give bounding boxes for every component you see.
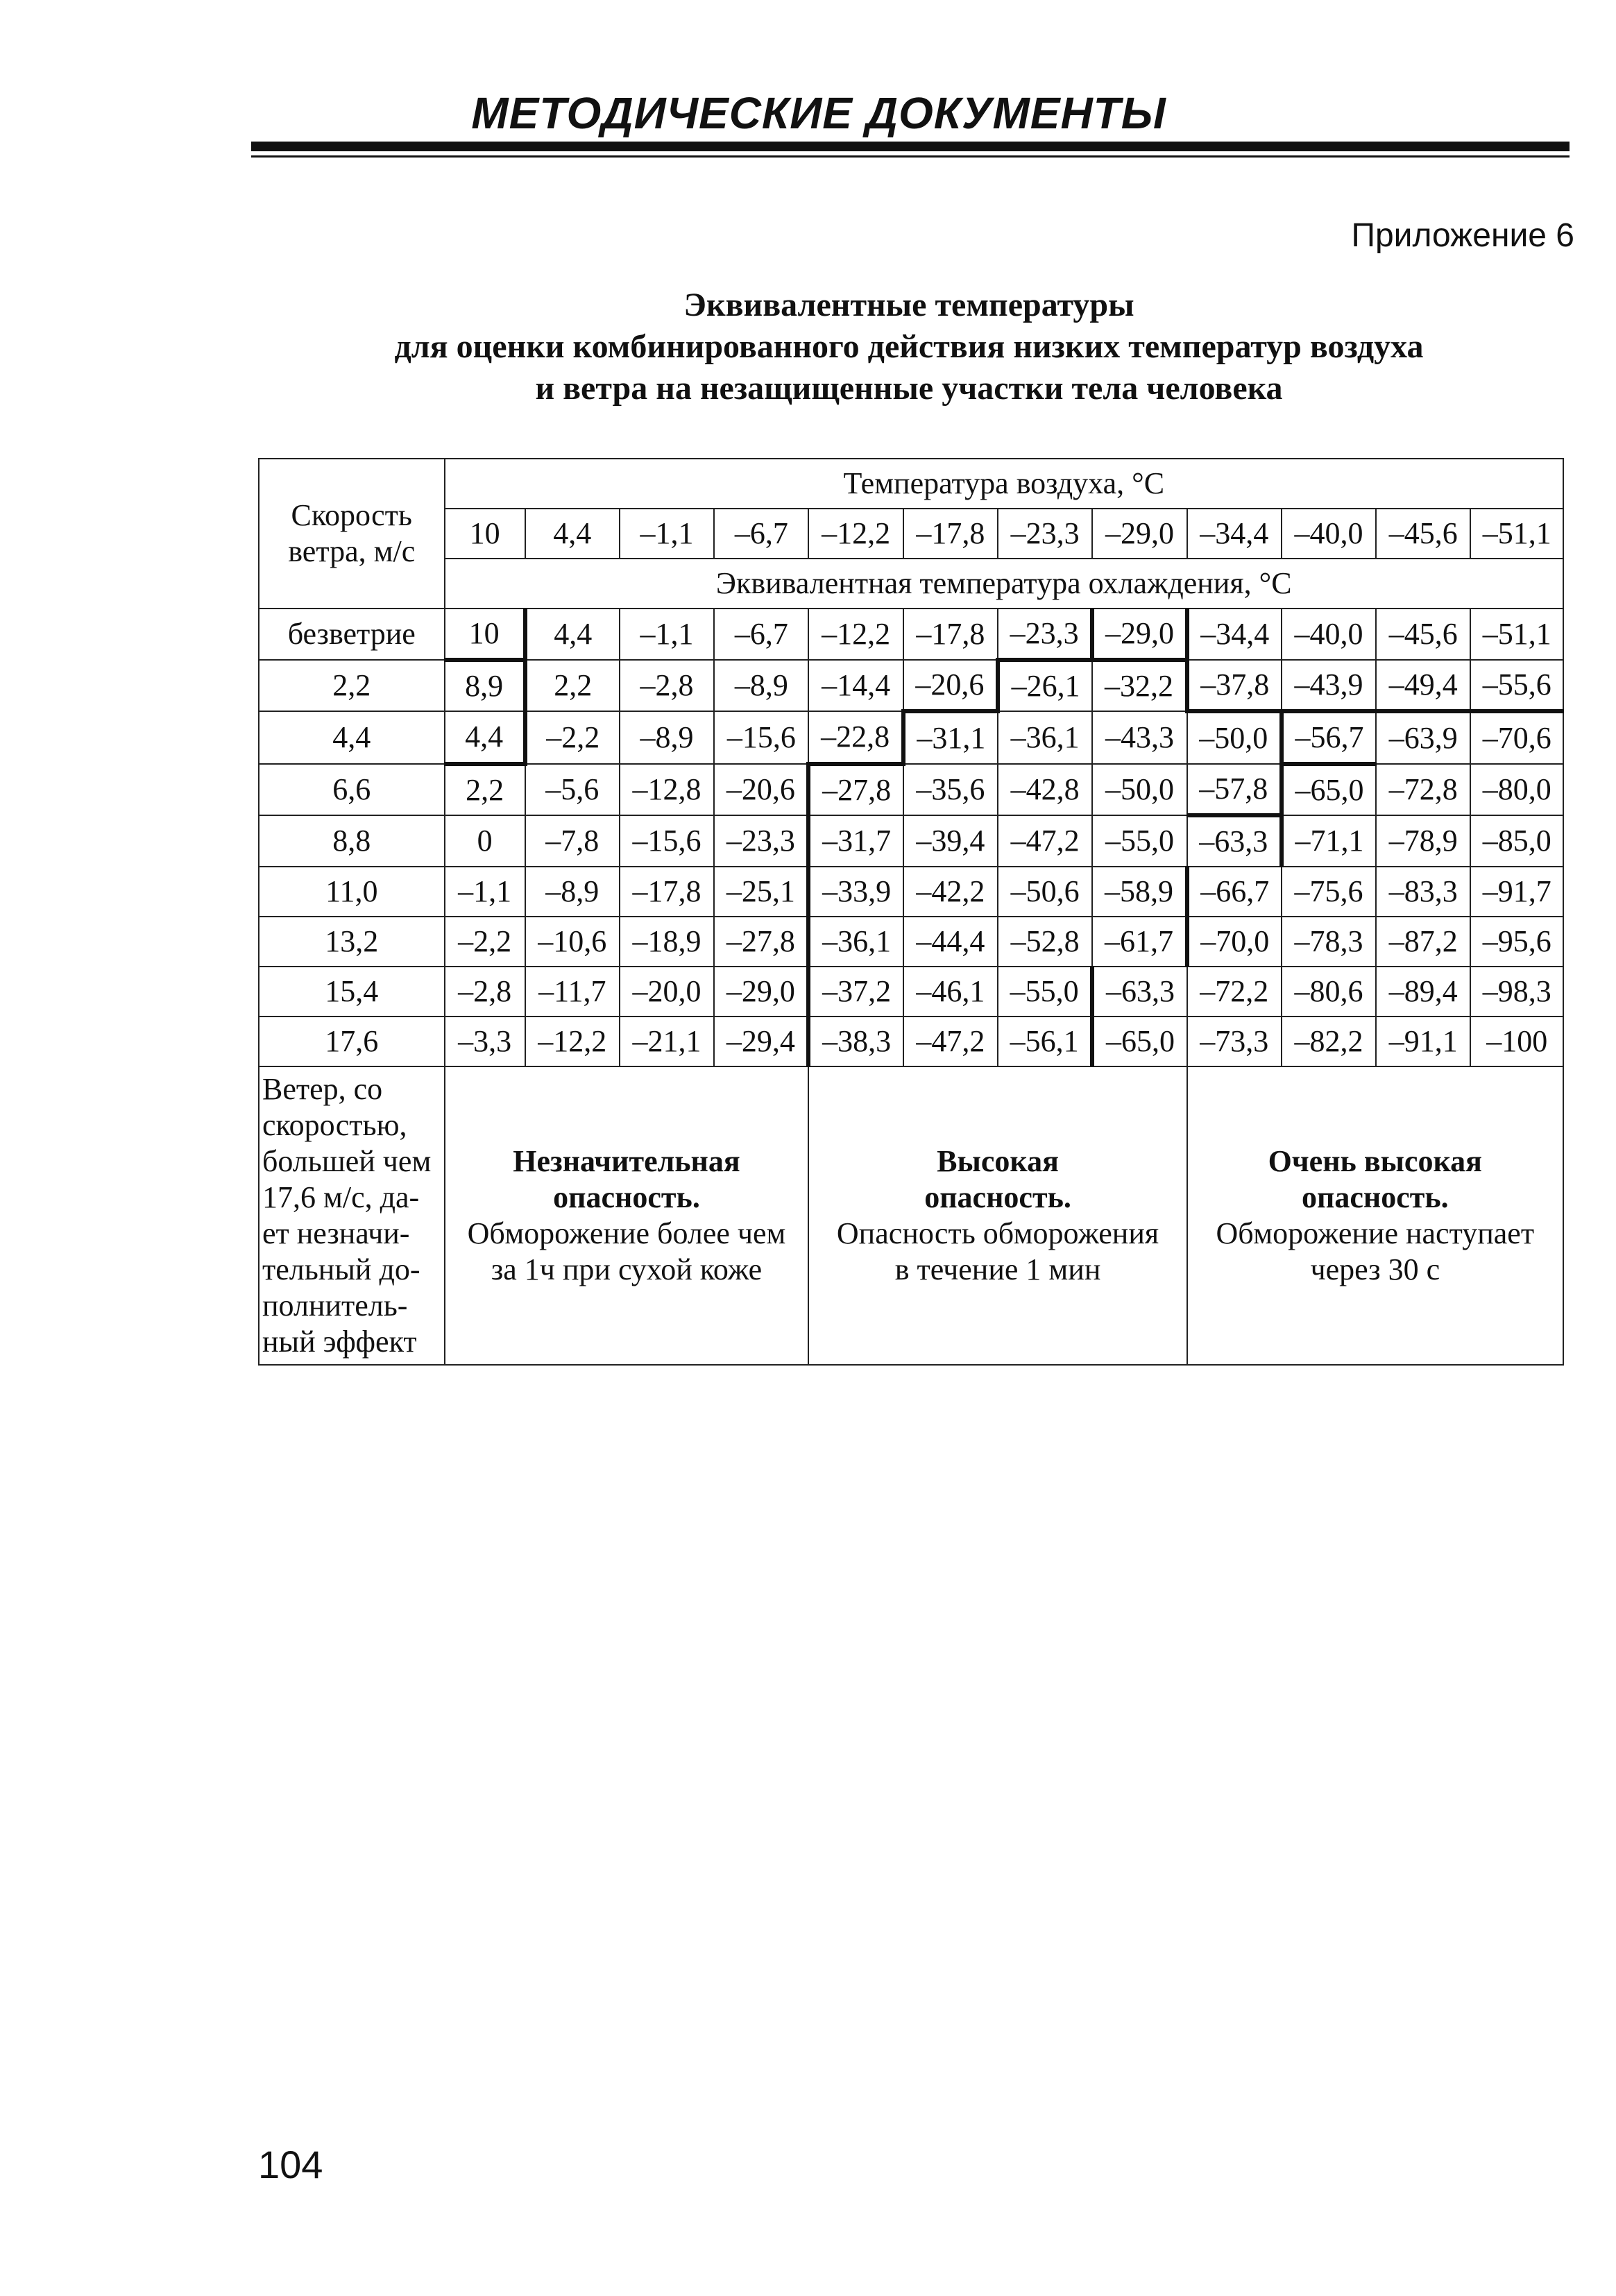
table-row: [259, 764, 1563, 815]
table-row: [259, 967, 1563, 1017]
wind-speed-cell: 15,4: [259, 967, 445, 1017]
table-row: [259, 609, 1563, 660]
equivalent-temp-cell: –5,6: [525, 764, 620, 815]
equivalent-temp-cell: –55,6: [1470, 660, 1563, 711]
equivalent-temp-cell: –65,0: [1282, 764, 1376, 815]
equivalent-temp-cell: –12,2: [808, 609, 903, 660]
equivalent-temp-cell: –63,9: [1376, 711, 1470, 764]
wind-speed-cell: 8,8: [259, 815, 445, 867]
equivalent-temp-cell: –2,2: [445, 917, 525, 967]
wind-speed-header: [259, 459, 445, 609]
equivalent-temp-cell: –11,7: [525, 967, 620, 1017]
equivalent-temp-cell: –31,7: [808, 815, 903, 867]
zone-low-text-2: за 1ч при сухой коже: [491, 1252, 763, 1286]
equivalent-temp-cell: –21,1: [620, 1017, 714, 1066]
equivalent-temp-cell: –83,3: [1376, 867, 1470, 917]
wind-speed-cell: 17,6: [259, 1017, 445, 1066]
equivalent-temp-cell: –3,3: [445, 1017, 525, 1066]
equivalent-temp-cell: –37,2: [808, 967, 903, 1017]
equivalent-temp-cell: –80,6: [1282, 967, 1376, 1017]
equivalent-temp-cell: –78,9: [1376, 815, 1470, 867]
equivalent-temp-cell: –57,8: [1187, 764, 1282, 815]
equivalent-temp-cell: –20,6: [714, 764, 808, 815]
heading-line-1: Эквивалентные температуры: [683, 287, 1134, 323]
equivalent-temp-cell: 0: [445, 815, 525, 867]
air-temp-cell: –34,4: [1187, 509, 1282, 559]
zone-very-high-text-1: Обморожение наступает: [1216, 1216, 1535, 1250]
zone-high-title-2: опасность.: [924, 1180, 1071, 1214]
table-heading: [250, 284, 1568, 409]
equivalent-temp-cell: –63,3: [1092, 967, 1187, 1017]
air-temperature-header: Температура воздуха, °С: [445, 459, 1563, 509]
equivalent-temp-cell: –100: [1470, 1017, 1563, 1066]
equivalent-temp-cell: –1,1: [620, 609, 714, 660]
equivalent-temp-cell: –63,3: [1187, 815, 1282, 867]
table-body: [259, 609, 1563, 1066]
footnote-line: скоростью,: [262, 1108, 407, 1142]
equivalent-temp-cell: 10: [445, 609, 525, 660]
table-row: [259, 917, 1563, 967]
equivalent-temp-cell: –89,4: [1376, 967, 1470, 1017]
equivalent-temp-cell: –35,6: [903, 764, 998, 815]
wind-speed-cell: 6,6: [259, 764, 445, 815]
zone-very-high-title-2: опасность.: [1301, 1180, 1449, 1214]
wind-speed-header-line-2: ветра, м/с: [288, 534, 416, 568]
equivalent-temp-cell: 4,4: [525, 609, 620, 660]
equivalent-temp-cell: 2,2: [525, 660, 620, 711]
zone-very-high-title-1: Очень высокая: [1268, 1144, 1482, 1178]
equivalent-temp-cell: –82,2: [1282, 1017, 1376, 1066]
equivalent-temp-cell: –43,9: [1282, 660, 1376, 711]
equivalent-temp-cell: –87,2: [1376, 917, 1470, 967]
zone-low-text-1: Обморожение более чем: [467, 1216, 786, 1250]
equivalent-temp-cell: –2,8: [620, 660, 714, 711]
equivalent-temp-cell: 4,4: [445, 711, 525, 764]
equivalent-temp-cell: –37,8: [1187, 660, 1282, 711]
equivalent-temp-cell: –85,0: [1470, 815, 1563, 867]
equivalent-temp-cell: –27,8: [808, 764, 903, 815]
equivalent-temp-cell: –55,0: [998, 967, 1092, 1017]
equivalent-temp-cell: –10,6: [525, 917, 620, 967]
equivalent-temperature-table: [258, 458, 1564, 1366]
equivalent-temperature-header: Эквивалентная температура охлаждения, °С: [445, 559, 1563, 609]
equivalent-temp-cell: –51,1: [1470, 609, 1563, 660]
equivalent-temp-cell: –44,4: [903, 917, 998, 967]
air-temp-cell: –17,8: [903, 509, 998, 559]
equivalent-temp-cell: –32,2: [1092, 660, 1187, 711]
equivalent-temp-cell: –23,3: [714, 815, 808, 867]
wind-speed-cell: 11,0: [259, 867, 445, 917]
zone-very-high-text-2: через 30 с: [1310, 1252, 1440, 1286]
equivalent-temp-cell: –50,0: [1092, 764, 1187, 815]
equivalent-temp-cell: –40,0: [1282, 609, 1376, 660]
air-temp-cell: –1,1: [620, 509, 714, 559]
footnote-line: 17,6 м/с, да-: [262, 1180, 420, 1214]
equivalent-temp-cell: –72,8: [1376, 764, 1470, 815]
equivalent-temp-cell: –31,1: [903, 711, 998, 764]
equivalent-temp-cell: –56,1: [998, 1017, 1092, 1066]
equivalent-temp-cell: –45,6: [1376, 609, 1470, 660]
equivalent-temp-cell: –49,4: [1376, 660, 1470, 711]
equivalent-temp-cell: –22,8: [808, 711, 903, 764]
equivalent-temp-cell: –15,6: [620, 815, 714, 867]
equivalent-temp-cell: –29,0: [714, 967, 808, 1017]
wind-speed-cell: 13,2: [259, 917, 445, 967]
equivalent-temp-cell: –20,6: [903, 660, 998, 711]
header-rule-thick: [251, 142, 1570, 151]
footnote-line: ет незначи-: [262, 1216, 410, 1250]
equivalent-temp-cell: –91,7: [1470, 867, 1563, 917]
equivalent-temp-cell: –26,1: [998, 660, 1092, 711]
zone-high-title-1: Высокая: [937, 1144, 1059, 1178]
equivalent-temp-cell: –25,1: [714, 867, 808, 917]
wind-speed-cell: 2,2: [259, 660, 445, 711]
table-row: [259, 867, 1563, 917]
equivalent-temp-cell: –42,8: [998, 764, 1092, 815]
table-row: [259, 660, 1563, 711]
equivalent-temp-cell: –50,0: [1187, 711, 1282, 764]
equivalent-temp-cell: –36,1: [808, 917, 903, 967]
equivalent-temp-cell: –29,0: [1092, 609, 1187, 660]
table-row: [259, 815, 1563, 867]
equivalent-temp-cell: –14,4: [808, 660, 903, 711]
equivalent-temp-cell: –29,4: [714, 1017, 808, 1066]
equivalent-temp-cell: 2,2: [445, 764, 525, 815]
equivalent-temp-cell: –65,0: [1092, 1017, 1187, 1066]
air-temperature-row: [259, 509, 1563, 559]
zone-low-title-2: опасность.: [553, 1180, 700, 1214]
equivalent-temp-cell: –8,9: [714, 660, 808, 711]
equivalent-temp-cell: –75,6: [1282, 867, 1376, 917]
air-temp-cell: –40,0: [1282, 509, 1376, 559]
equivalent-temp-cell: –52,8: [998, 917, 1092, 967]
equivalent-temp-cell: –71,1: [1282, 815, 1376, 867]
heading-line-3: и ветра на незащищенные участки тела человека: [535, 370, 1283, 407]
air-temp-cell: –23,3: [998, 509, 1092, 559]
equivalent-temp-cell: –78,3: [1282, 917, 1376, 967]
page-number: 104: [258, 2143, 323, 2186]
equivalent-temp-cell: –18,9: [620, 917, 714, 967]
equivalent-temp-cell: –61,7: [1092, 917, 1187, 967]
zone-very-high-danger: [1187, 1066, 1563, 1365]
equivalent-temp-cell: –56,7: [1282, 711, 1376, 764]
equivalent-temp-cell: –34,4: [1187, 609, 1282, 660]
equivalent-temp-cell: –98,3: [1470, 967, 1563, 1017]
equivalent-temp-cell: –2,8: [445, 967, 525, 1017]
air-temp-cell: –51,1: [1470, 509, 1563, 559]
zone-high-text-1: Опасность обморожения: [836, 1216, 1159, 1250]
air-temp-cell: 4,4: [525, 509, 620, 559]
running-header-title: МЕТОДИЧЕСКИЕ ДОКУМЕНТЫ: [471, 88, 1166, 138]
air-temp-cell: 10: [445, 509, 525, 559]
air-temp-cell: –12,2: [808, 509, 903, 559]
footnote-line: полнитель-: [262, 1289, 408, 1323]
equivalent-temp-cell: –47,2: [998, 815, 1092, 867]
equivalent-temp-cell: –15,6: [714, 711, 808, 764]
air-temp-cell: –6,7: [714, 509, 808, 559]
equivalent-temp-cell: –95,6: [1470, 917, 1563, 967]
equivalent-temp-cell: –46,1: [903, 967, 998, 1017]
equivalent-temp-cell: –6,7: [714, 609, 808, 660]
equivalent-temp-cell: –23,3: [998, 609, 1092, 660]
equivalent-temp-cell: –8,9: [525, 867, 620, 917]
equivalent-temp-cell: –72,2: [1187, 967, 1282, 1017]
equivalent-temp-cell: –33,9: [808, 867, 903, 917]
header-rule-thin: [251, 155, 1570, 158]
footnote-lines: [262, 1072, 431, 1359]
equivalent-temp-cell: –91,1: [1376, 1017, 1470, 1066]
equivalent-temp-cell: –17,8: [903, 609, 998, 660]
zone-high-danger: [808, 1066, 1187, 1365]
equivalent-temp-cell: –8,9: [620, 711, 714, 764]
zone-high-text-2: в течение 1 мин: [894, 1252, 1101, 1286]
equivalent-temp-cell: –70,6: [1470, 711, 1563, 764]
equivalent-temp-cell: –12,8: [620, 764, 714, 815]
table-row: [259, 1017, 1563, 1066]
equivalent-temp-cell: –42,2: [903, 867, 998, 917]
equivalent-temp-cell: –50,6: [998, 867, 1092, 917]
equivalent-temp-cell: 8,9: [445, 660, 525, 711]
table-row: [259, 711, 1563, 764]
equivalent-temp-cell: –1,1: [445, 867, 525, 917]
footnote-line: Ветер, со: [262, 1072, 383, 1106]
equivalent-temp-cell: –55,0: [1092, 815, 1187, 867]
equivalent-temp-cell: –27,8: [714, 917, 808, 967]
wind-speed-cell: 4,4: [259, 711, 445, 764]
equivalent-temp-cell: –47,2: [903, 1017, 998, 1066]
air-temp-cell: –45,6: [1376, 509, 1470, 559]
equivalent-temp-cell: –7,8: [525, 815, 620, 867]
equivalent-temp-cell: –39,4: [903, 815, 998, 867]
footnote-line: большей чем: [262, 1144, 432, 1178]
equivalent-temp-cell: –58,9: [1092, 867, 1187, 917]
equivalent-temp-cell: –43,3: [1092, 711, 1187, 764]
appendix-label: Приложение 6: [1351, 217, 1574, 254]
wind-speed-cell: безветрие: [259, 609, 445, 660]
equivalent-temp-cell: –66,7: [1187, 867, 1282, 917]
zone-low-title-1: Незначительная: [513, 1144, 740, 1178]
footnote-line: ный эффект: [262, 1325, 417, 1359]
wind-speed-header-line-1: Скорость: [291, 498, 412, 532]
equivalent-temp-cell: –12,2: [525, 1017, 620, 1066]
footnote-cell: [259, 1066, 445, 1365]
heading-line-2: для оценки комбинированного действия низких температур воздуха: [394, 328, 1424, 365]
equivalent-temp-cell: –2,2: [525, 711, 620, 764]
equivalent-temp-cell: –38,3: [808, 1017, 903, 1066]
equivalent-temp-cell: –70,0: [1187, 917, 1282, 967]
equivalent-temp-cell: –17,8: [620, 867, 714, 917]
equivalent-temp-cell: –73,3: [1187, 1017, 1282, 1066]
equivalent-temp-cell: –80,0: [1470, 764, 1563, 815]
equivalent-temp-cell: –36,1: [998, 711, 1092, 764]
air-temp-cell: –29,0: [1092, 509, 1187, 559]
zone-low-danger: [445, 1066, 809, 1365]
equivalent-temp-cell: –20,0: [620, 967, 714, 1017]
footnote-line: тельный до-: [262, 1252, 420, 1286]
